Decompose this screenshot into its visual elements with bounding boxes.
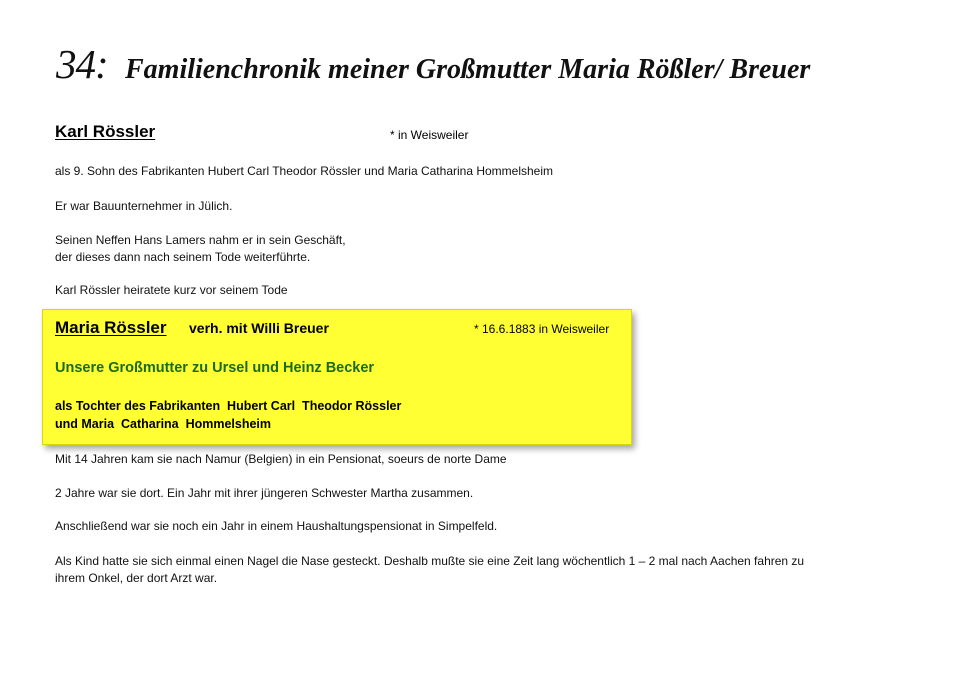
page-title: Familienchronik meiner Großmutter Maria Rößler/ Breuer xyxy=(125,54,811,85)
karl-paragraph-profession: Er war Bauunternehmer in Jülich. xyxy=(55,199,233,213)
maria-paragraph-two-years: 2 Jahre war sie dort. Ein Jahr mit ihrer jüngeren Schwester Martha zusammen. xyxy=(55,486,474,500)
maria-paragraph-childhood-line2: ihrem Onkel, der dort Arzt war. xyxy=(55,571,218,585)
maria-parents xyxy=(55,397,401,433)
maria-paragraph-simpelfeld: Anschließend war sie noch ein Jahr in einem Haushaltungspensionat in Simpelfeld. xyxy=(55,519,498,533)
karl-paragraph-marriage: Karl Rössler heiratete kurz vor seinem Tode xyxy=(55,283,288,297)
maria-parents-line2: und Maria Catharina Hommelsheim xyxy=(55,417,272,431)
karl-paragraph-origin: als 9. Sohn des Fabrikanten Hubert Carl Theodor Rössler und Maria Catharina Hommelsheim xyxy=(55,164,554,178)
maria-paragraph-namur: Mit 14 Jahren kam sie nach Namur (Belgien) in ein Pensionat, soeurs de norte Dame xyxy=(55,452,507,466)
maria-birth-info: * 16.6.1883 in Weisweiler xyxy=(474,322,610,336)
maria-parents-line1: als Tochter des Fabrikanten Hubert Carl Theodor Rössler xyxy=(55,399,402,413)
karl-birth-info: * in Weisweiler xyxy=(390,128,469,142)
karl-paragraph-nephew-line2: der dieses dann nach seinem Tode weiterführte. xyxy=(55,250,311,264)
maria-role-line: Unsere Großmutter zu Ursel und Heinz Becker xyxy=(55,360,375,376)
karl-name-heading: Karl Rössler xyxy=(55,122,156,141)
maria-married-info: verh. mit Willi Breuer xyxy=(189,320,329,336)
page-number: 34: xyxy=(56,41,108,87)
maria-name-heading: Maria Rössler xyxy=(55,318,167,337)
maria-paragraph-childhood-line1: Als Kind hatte sie sich einmal einen Nagel die Nase gesteckt. Deshalb mußte sie eine Zeit lang wöchentlich 1 – 2 mal nach Aachen fahren zu xyxy=(55,554,805,568)
karl-paragraph-nephew-line1: Seinen Neffen Hans Lamers nahm er in sein Geschäft, xyxy=(55,233,346,247)
